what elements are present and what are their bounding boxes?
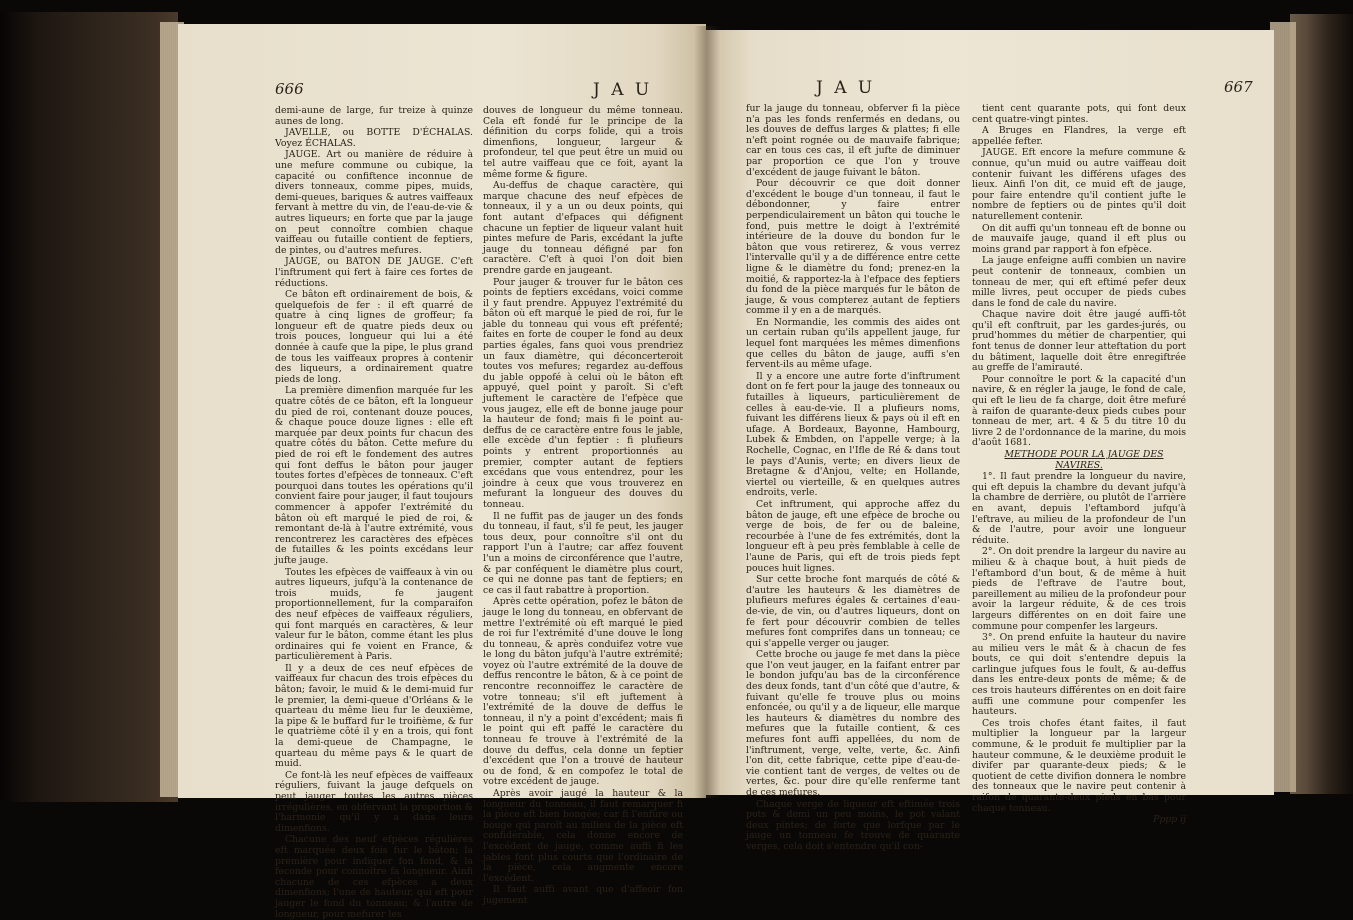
right-head-word: J A U: [816, 78, 876, 98]
paragraph: 1°. Il faut prendre la longueur du navire, qui eft depuis la chambre du devant jufqu'à la chambre de derrière, ou plutôt de l'arrière en avant, depuis l'eftambord jufqu'à l'eftrave, au milieu de la profondeur de l'un & de l'autre, pour avoir une longueur réduite.: [972, 471, 1186, 546]
paragraph: La première dimenfion marquée fur les quatre côtés de ce bâton, eft la longueur du pied de roi, contenant douze pouces, & chaque pouce douze lignes : elle eft marquée par deux points fur chacun des quatre côtés du bâton. Cette mefure du pied de roi eft le fondement des autres qui font deffus le bâton pour jauger toutes fortes d'efpèces de tonneaux. C'eft pourquoi dans toutes les opérations qu'il convient faire pour jauger, il faut toujours commencer à appofer l'extrémité du bâton où eft marqué le pied de roi, & remontant de-là à l'autre extrémité, vous rencontrerez les caractères des efpèces de futailles & les points excédans leur jufte jauge.: [275, 385, 473, 566]
paragraph: douves de longueur du même tonneau. Cela eft fondé fur le principe de la définition du corps folide, qui a trois dimenfions, longueur, largeur & profondeur, tel que peut être un muid ou tel autre vaiffeau que ce foit, ayant la même forme & figure.: [483, 105, 683, 180]
right-page: [706, 30, 1274, 852]
right-running-head: [706, 78, 1274, 102]
paragraph: Cet inftrument, qui approche affez du bâton de jauge, eft une efpèce de broche ou verge de bois, de fer ou de baleine, recourbée à l'une de fes extrémités, dont la longueur eft à peu près femblable à celle de l'aune de Paris, qui eft de trois pieds fept pouces huit lignes.: [746, 498, 960, 574]
paragraph: Il faut auffi avant que d'affeoir fon jugement: [483, 884, 683, 906]
paragraph: fur la jauge du tonneau, obferver fi la pièce n'a pas les fonds renfermés en dedans, ou les douves de deffus larges & plattes; fi elle n'eft point rognée ou de mauvaife fabrique; car en tous ces cas, il eft jufte de diminuer par proportion ce que l'on y trouve d'excédent de jauge fuivant le bâton.: [746, 103, 960, 178]
paragraph: Pppp ij: [1153, 814, 1186, 826]
paragraph: JAUGE, ou BATON DE JAUGE. C'eft l'inftrument qui fert à faire ces fortes de réductions.: [275, 256, 473, 289]
left-head-word: J A U: [593, 80, 653, 100]
paragraph: METHODE POUR LA JAUGE DES NAVIRES.: [1004, 449, 1164, 471]
left-column-1: [275, 105, 473, 920]
paragraph: A Bruges en Flandres, la verge eft appellée fefter.: [972, 125, 1186, 147]
right-page-number: 667: [1224, 78, 1253, 96]
paragraph: 2°. On doit prendre la largeur du navire au milieu & à chaque bout, à huit pieds de l'eftambord d'un bout, & de même à huit pieds de l'eftrave de l'autre bout, pareillement au milieu de la profondeur pour avoir la largeur réduite, & de ces trois largeurs différentes on en doit faire une commune pour compenfer les largeurs.: [972, 546, 1186, 632]
paragraph: La jauge enfeigne auffi combien un navire peut contenir de tonneaux, combien un tonneau de mer, qui eft eftimé pefer deux mille livres, peut occuper de pieds cubes dans le fond de cale du navire.: [972, 255, 1186, 309]
paragraph: Après cette opération, pofez le bâton de jauge le long du tonneau, en obfervant de mettre l'extrémité où eft marqué le pied de roi fur l'extrémité d'une douve le long du tonneau, & après conduifez votre vue le long du bâton jufqu'à l'autre extrémité; voyez où l'autre extrémité de la douve de deffus rencontre le bâton, & à ce point de rencontre reconnoiffez le caractère de votre tonneau; s'il eft juftement à l'extrémité de la douve de deffus le tonneau, il n'y a point d'excédent; mais fi le point qui eft paffé le caractère du tonneau fe trouve à l'extrémité de la douve du deffus, cela donne un feptier d'excédent que l'on a trouvé de hauteur ou de fond, & en compofez le total de votre excédent de jauge.: [483, 596, 683, 788]
paragraph: Ce bâton eft ordinairement de bois, & quelquefois de fer : il eft quarré de quatre à cinq lignes de groffeur; fa longueur eft de quatre pieds deux ou trois pouces, longueur qui lui a été donnée à caufe que la pipe, le plus grand de tous les vaiffeaux propres à contenir des liqueurs, a ordinairement quatre pieds de long.: [275, 289, 473, 385]
paragraph: Ce font-là les neuf efpèces de vaiffeaux réguliers, fuivant la jauge defquels on peut jauger toutes les autres pièces irrégulières, en obfervant la proportion & l'harmonie qu'il y a dans leurs dimenfions.: [275, 769, 473, 834]
left-page-number: 666: [275, 80, 304, 98]
paragraph: 3°. On prend enfuite la hauteur du navire au milieu vers le mât & à chacun de fes bouts, ce qui doit s'entendre depuis la carlingue jufques fous le foult, & au-deffus dans les entre-deux ponts de même; & de ces trois hauteurs différentes on en doit faire auffi une commune pour compenfer les hauteurs.: [972, 632, 1186, 718]
paragraph: En Normandie, les commis des aides ont un certain ruban qu'ils appellent jauge, fur lequel font marquées les mêmes dimenfions que celles du bâton de jauge, auffi s'en fervent-ils au même ufage.: [746, 316, 960, 371]
paragraph: Chacune des neuf efpèces régulières eft marquée deux fois fur le bâton; la première pour indiquer fon fond, & la feconde pour connoître fa longueur. Ainfi chacune de ces efpèces a deux dimenfions; l'une de hauteur, qui eft pour jauger le fond du tonneau; & l'autre de longueur, pour mefurer les: [275, 834, 473, 920]
paragraph: Sur cette broche font marqués de côté & d'autre les hauteurs & les diamètres de plufieurs mefures égales & certaines d'eau-de-vie, de vin, ou d'autres liqueurs, dont on fe fert pour découvrir combien de telles mefures font comprifes dans un tonneau; ce qui s'appelle verger ou jauger.: [746, 574, 960, 649]
paragraph: Après avoir jaugé la hauteur & la longueur du tonneau, il faut remarquer fi la pièce eft bien bongée; car fi l'enfûre ou bouge qui paroît au milieu de la pièce eft confidérable, cela donne encore de l'excédent de jauge, comme auffi fi les jables font plus courts que l'ordinaire de la pièce, cela augmente encore l'excédent.: [483, 788, 683, 884]
right-column-2: [972, 103, 1186, 826]
paragraph: JAVELLE, ou BOTTE D'ÉCHALAS. Voyez ÉCHALAS.: [275, 127, 473, 149]
book-cover-left: [0, 12, 178, 802]
paragraph: JAUGE. Art ou manière de réduire à une mefure commune ou cubique, la capacité ou confiftence inconnue de divers tonneaux, comme pipes, muids, demi-queues, bariques & autres vaiffeaux fervant à mettre du vin, de l'eau-de-vie & autres liqueurs; en forte que par la jauge on peut connoître combien chaque vaiffeau ou futaille contient de feptiers, de pintes, ou d'autres mefures.: [275, 149, 473, 256]
paragraph: Pour connoître le port & la capacité d'un navire, & en régler la jauge, le fond de cale, qui eft le lieu de fa charge, doit être mefuré à raifon de quarante-deux pieds cubes pour tonneau de mer, art. 4 & 5 du titre 10 du livre 2 de l'ordonnance de la marine, du mois d'août 1681.: [972, 373, 1186, 449]
paragraph: Il y a deux de ces neuf efpèces de vaiffeaux fur chacun des trois efpèces du bâton; favoir, le muid & le demi-muid fur le premier, la demi-queue d'Orléans & le quarteau du même lieu fur le deuxième, la pipe & le buffard fur le troifième, & fur le quatrième côté il y en a trois, qui font la demi-queue de Champagne, le quarteau du même pays & le quart de muid.: [275, 662, 473, 770]
paragraph: Chaque verge de liqueur eft eftimée trois pots & demi un peu moins, le pot valant deux pintes; de forte que lorfque par le jauge un tonneau fe trouve de quarante verges, cela doit s'entendre qu'il con-: [746, 798, 960, 852]
paragraph: Ces trois chofes étant faites, il faut multiplier la longueur par la largeur commune, & le produit fe multiplier par la hauteur commune, & le deuxième produit le divifer par quarante-deux pieds; & le quotient de cette divifion donnera le nombre des tonneaux que le navire peut contenir à raifon de quarante-deux pieds en bas pour chaque tonneau.: [972, 717, 1186, 814]
paragraph: Cette broche ou jauge fe met dans la pièce que l'on veut jauger, en la faifant entrer par le bondon jufqu'au bas de la circonférence des deux fonds, tant d'un côté que d'autre, & fuivant qu'elle fe trouve plus ou moins enfoncée, ou qu'il y a de liqueur, elle marque les hauteurs & diamètres du nombre des mefures que la futaille contient, & ces mefures font auffi appellées, du nom de l'inftrument, verge, velte, verte, &c. Ainfi l'on dit, cette fabrique, cette pipe d'eau-de-vie contient tant de verges, de veltes ou de vertes, &c. pour dire qu'elle renferme tant de ces mefures.: [746, 649, 960, 798]
left-column-2: [483, 105, 683, 906]
paragraph: Au-deffus de chaque caractère, qui marque chacune des neuf efpèces de tonneaux, il y a un ou deux points, qui font autant d'efpaces qui défignent chacune un feptier de liqueur valant huit pintes mefure de Paris, excédant la jufte jauge du tonneau défigné par fon caractère. C'eft à quoi l'on doit bien prendre garde en jaugeant.: [483, 180, 683, 276]
paragraph: JAUGE. Eft encore la mefure commune & connue, qu'un muid ou autre vaiffeau doit contenir fuivant les différens ufages des lieux. Ainfi l'on dit, ce muid eft de jauge, pour faire entendre qu'il contient jufte le nombre de feptiers ou de pintes qu'il doit naturellement contenir.: [972, 147, 1186, 222]
paragraph: Toutes les efpèces de vaiffeaux à vin ou autres liqueurs, jufqu'à la contenance de trois muids, fe jaugent proportionnellement, fur la comparaifon des neuf efpèces de vaiffeaux réguliers, qui font marqués en caractères, & leur valeur fur le bâton, comme étant les plus ordinaires qui fe voient en France, & particulièrement à Paris.: [275, 566, 473, 663]
paragraph: Il ne fuffit pas de jauger un des fonds du tonneau, il faut, s'il fe peut, les jauger tous deux, pour connoître s'il ont du rapport l'un à l'autre; car affez fouvent l'un a moins de circonférence que l'autre, & par conféquent le diamètre plus court, ce qui ne donne pas tant de feptiers; en ce cas il faut rabattre à proportion.: [483, 510, 683, 596]
paragraph: Pour découvrir ce que doit donner d'excédent le bouge d'un tonneau, il faut le débondonner, y faire entrer perpendiculairement un bâton qui touche le fond, puis mettre le doigt à l'extrémité intérieure de la douve du bondon fur le bâton que vous retirerez, & vous verrez l'intervalle qu'il y a de différence entre cette ligne & le diamètre du fond; prenez-en la moitié, & rapportez-la à l'efpace des feptiers du fond de la pièce marqués fur le bâton de jauge, & vous compterez autant de feptiers comme il y en a de marqués.: [746, 178, 960, 317]
paragraph: Il y a encore une autre forte d'inftrument dont on fe fert pour la jauge des tonneaux ou futailles à liqueurs, particulièrement de celles à eau-de-vie. Il a plufieurs noms, fuivant les différens lieux & pays où il eft en ufage. A Bordeaux, Bayonne, Hambourg, Lubek & Embden, on l'appelle verge; à la Rochelle, Cognac, en l'Ifle de Ré & dans tout le pays d'Aunis, verte; en divers lieux de Bretagne & d'Anjou, velte; en Hollande, viertel ou vierteille, & en quelques autres endroits, verle.: [746, 370, 960, 499]
paragraph: demi-aune de large, fur treize à quinze aunes de long.: [275, 105, 473, 127]
paragraph: Chaque navire doit être jaugé auffi-tôt qu'il eft conftruit, par les gardes-jurés, ou prud'hommes du métier de charpentier, qui font tenus de donner leur atteftation du port du bâtiment, laquelle doit être enregiftrée au greffe de l'amirauté.: [972, 309, 1186, 374]
left-running-head: [178, 80, 706, 104]
paragraph: On dit auffi qu'un tonneau eft de bonne ou de mauvaife jauge, quand il eft plus ou moins grand par rapport à fon efpèce.: [972, 222, 1186, 255]
left-page: [178, 24, 706, 920]
paragraph: Pour jauger & trouver fur le bâton ces points de feptiers excédans, voici comme il y faut prendre. Appuyez l'extrémité du bâton où eft marqué le pied de roi, fur le jable du tonneau qui vous eft préfenté; faites en forte de couper le fond au deux parties égales, fans quoi vous prendriez un faux diamètre, qui déconcerteroit toutes vos mefures; regardez au-deffous du jable oppofé à celui où le bâton eft appuyé, quel point y paroît. Si c'eft juftement le caractère de l'efpèce que vous jaugez, elle eft de bonne jauge pour la hauteur de fond; mais fi le point au-deffus de ce caractère entre fous le jable, elle excède d'un feptier : fi plufieurs points y entrent proportionnés au premier, compter autant de feptiers excédans que vous entendrez, pour les joindre à ceux que vous trouverez en mefurant la longueur des douves du tonneau.: [483, 276, 683, 510]
right-column-1: [746, 103, 960, 852]
book-cover-right: [1290, 14, 1353, 794]
paragraph: tient cent quarante pots, qui font deux cent quatre-vingt pintes.: [972, 103, 1186, 125]
